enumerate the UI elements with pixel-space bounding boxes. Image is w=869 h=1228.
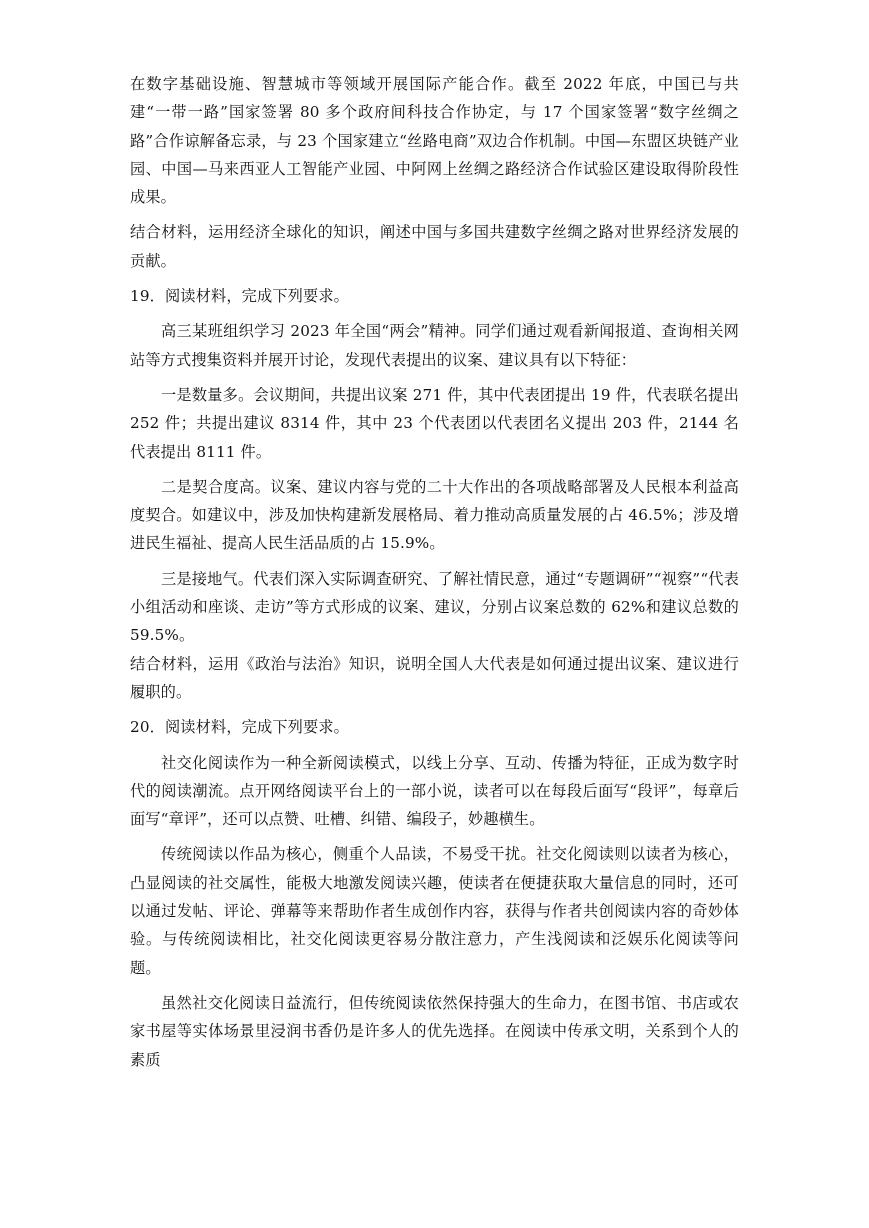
question-18-prompt: 结合材料，运用经济全球化的知识，阐述中国与多国共建数字丝绸之路对世界经济发展的贡献。: [130, 223, 739, 270]
question-19-feature-three: 三是接地气。代表们深入实际调查研究、了解社情民意，通过“专题调研”“视察”“代表小组活动和座谈、走访”等方式形成的议案、建议，分别占议案总数的 62%和建议总数的 59.5%。: [130, 569, 739, 645]
question-20-material-paragraph-2: 传统阅读以作品为核心，侧重个人品读，不易受干扰。社交化阅读则以读者为核心，凸显阅读的社交属性，能极大地激发阅读兴趣，使读者在便捷获取大量信息的同时，还可以通过发帖、评论、弹幕等来帮助作者生成创作内容，获得与作者共创阅读内容的奇妙体验。与传统阅读相比，社交化阅读更容易分散注意力，产生浅阅读和泛娱乐化阅读等问题。: [130, 845, 739, 977]
question-19-material-intro: 高三某班组织学习 2023 年全国“两会”精神。同学们通过观看新闻报道、查询相关网站等方式搜集资料并展开讨论，发现代表提出的议案、建议具有以下特征：: [130, 322, 739, 369]
question-19-heading: 19．阅读材料，完成下列要求。: [130, 287, 350, 306]
question-19-prompt: 结合材料，运用《政治与法治》知识，说明全国人大代表是如何通过提出议案、建议进行履职的。: [130, 654, 739, 701]
question-19-feature-two: 二是契合度高。议案、建议内容与党的二十大作出的各项战略部署及人民根本利益高度契合。如建议中，涉及加快构建新发展格局、着力推动高质量发展的占 46.5%；涉及增进民生福祉、提高人民生活品质的占 15.9%。: [130, 477, 739, 553]
question-20-material-paragraph-1: 社交化阅读作为一种全新阅读模式，以线上分享、互动、传播为特征，正成为数字时代的阅读潮流。点开网络阅读平台上的一部小说，读者可以在每段后面写“段评”，每章后面写“章评”，还可以点赞、吐槽、纠错、编段子，妙趣横生。: [130, 753, 739, 829]
question-20-heading: 20．阅读材料，完成下列要求。: [130, 718, 350, 737]
question-19-feature-one: 一是数量多。会议期间，共提出议案 271 件，其中代表团提出 19 件，代表联名提出 252 件；共提出建议 8314 件，其中 23 个代表团以代表团名义提出 203 件，2144 名代表提出 8111 件。: [130, 385, 739, 461]
question-20-material-paragraph-3: 虽然社交化阅读日益流行，但传统阅读依然保持强大的生命力，在图书馆、书店或农家书屋等实体场景里浸润书香仍是许多人的优先选择。在阅读中传承文明，关系到个人的素质: [130, 993, 739, 1069]
material-continuation-paragraph: 在数字基础设施、智慧城市等领域开展国际产能合作。截至 2022 年底，中国已与共建“一带一路”国家签署 80 多个政府间科技合作协定，与 17 个国家签署“数字丝绸之路”合作谅解备忘录，与 23 个国家建立“丝路电商”双边合作机制。中国—东盟区块链产业园、中国—马来西亚人工智能产业园、中阿网上丝绸之路经济合作试验区建设取得阶段性成果。: [130, 75, 739, 207]
